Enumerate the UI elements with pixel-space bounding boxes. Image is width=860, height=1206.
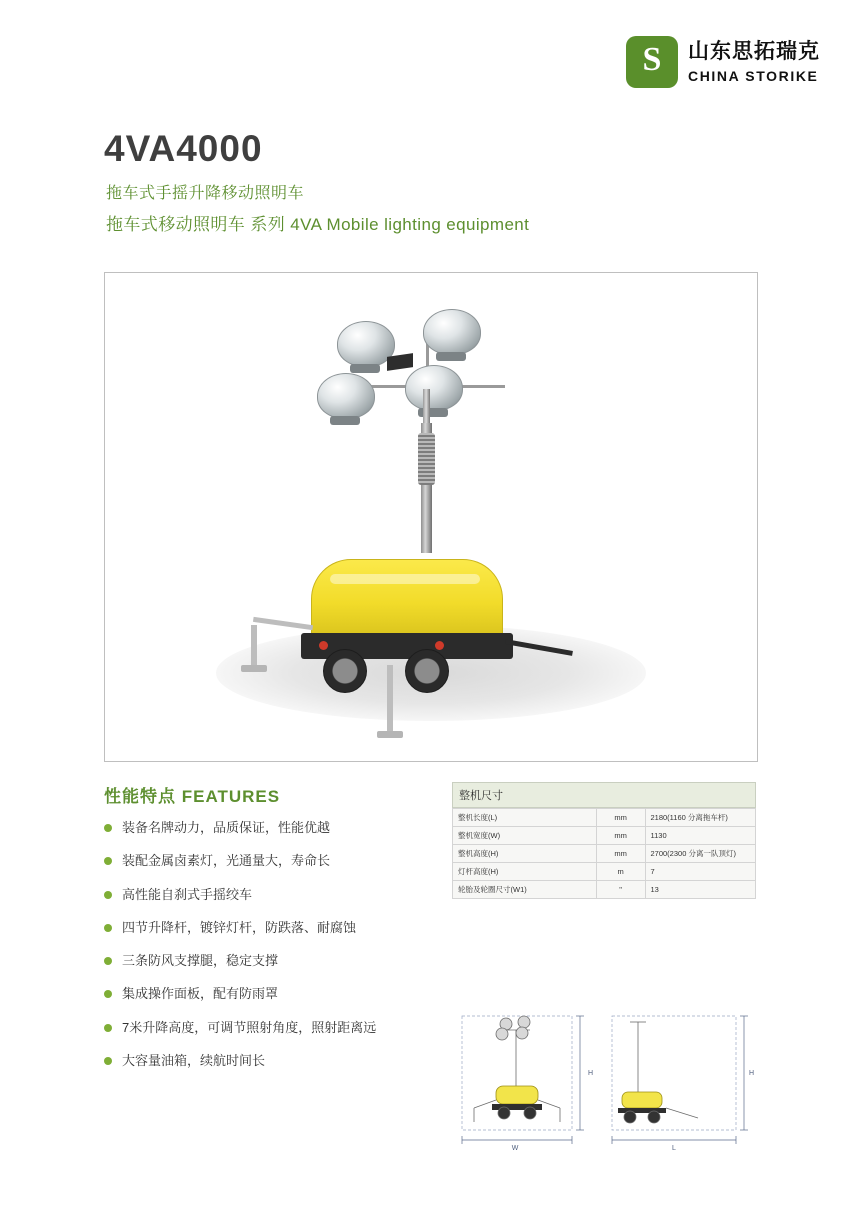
right-machine-outline (618, 1022, 698, 1123)
spec-name: 灯杆高度(H) (453, 863, 597, 881)
floodlight-lamp (405, 365, 463, 411)
features-heading: 性能特点 FEATURES (104, 787, 281, 806)
spec-unit: mm (596, 809, 645, 827)
mast-cable-coil (418, 433, 435, 485)
list-item: 集成操作面板，配有防雨罩 (104, 986, 434, 1002)
dimension-drawings (452, 1000, 756, 1160)
brand-name-cn: 山东思拓瑞克 (688, 39, 820, 63)
drawings-svg (452, 1000, 756, 1160)
spec-value: 2700(2300 分离一队顶灯) (645, 845, 756, 863)
logo-glyph: S (642, 41, 662, 78)
generator-canopy (311, 559, 503, 639)
table-row (453, 845, 756, 863)
spec-unit: mm (596, 845, 645, 863)
brand-name-en: CHINA STORIKE (688, 68, 819, 85)
specification-table (452, 782, 756, 899)
features-list (104, 820, 434, 1086)
left-machine-outline (474, 1016, 560, 1122)
rear-reflector (435, 641, 444, 650)
table-row (453, 827, 756, 845)
left-width-label: W (511, 1145, 519, 1152)
page-title: 4VA4000 (104, 128, 263, 169)
product-photo (104, 272, 758, 762)
list-item: 装备名牌动力，品质保证，性能优越 (104, 820, 434, 836)
subtitle-series: 拖车式移动照明车 系列 4VA Mobile lighting equipment (106, 215, 530, 234)
logo-mark-icon (626, 36, 678, 88)
left-height-label: H (588, 1070, 594, 1077)
trailer-wheel (323, 649, 367, 693)
outrigger-foot (377, 731, 403, 738)
floodlight-lamp (317, 373, 375, 419)
spec-value: 7 (645, 863, 756, 881)
spec-name: 整机高度(H) (453, 845, 597, 863)
list-item: 大容量油箱，续航时间长 (104, 1053, 434, 1069)
spec-unit: mm (596, 827, 645, 845)
subtitle-cn: 拖车式手摇升降移动照明车 (106, 185, 305, 202)
right-length-label: L (672, 1145, 676, 1152)
spec-unit: " (596, 881, 645, 899)
list-item: 7米升降高度，可调节照射角度，照射距离远 (104, 1020, 434, 1036)
list-item: 高性能自刹式手摇绞车 (104, 887, 434, 903)
brand-logo (626, 36, 820, 88)
outrigger-foot (241, 665, 267, 672)
list-item: 装配金属卤素灯，光通量大，寿命长 (104, 853, 434, 869)
spec-unit: m (596, 863, 645, 881)
table-row (453, 809, 756, 827)
outrigger-leg (251, 625, 257, 669)
floodlight-lamp (423, 309, 481, 355)
trailer-wheel (405, 649, 449, 693)
spec-name: 整机宽度(W) (453, 827, 597, 845)
rear-reflector (319, 641, 328, 650)
brand-text (688, 40, 820, 84)
spec-value: 1130 (645, 827, 756, 845)
lamp-junction-box (387, 353, 413, 371)
right-height-label: H (749, 1070, 755, 1077)
table-row (453, 863, 756, 881)
spec-table-caption: 整机尺寸 (452, 782, 756, 808)
spec-value: 2180(1160 分离拖车杆) (645, 809, 756, 827)
right-dimension-lines (612, 1016, 748, 1144)
spec-value: 13 (645, 881, 756, 899)
spec-name: 整机长度(L) (453, 809, 597, 827)
outrigger-leg (387, 665, 393, 735)
outrigger-leg (253, 617, 313, 630)
spec-name: 轮胎及轮圈尺寸(W1) (453, 881, 597, 899)
list-item: 四节升降杆，镀锌灯杆，防跌落、耐腐蚀 (104, 920, 434, 936)
list-item: 三条防风支撑腿，稳定支撑 (104, 953, 434, 969)
table-row (453, 881, 756, 899)
